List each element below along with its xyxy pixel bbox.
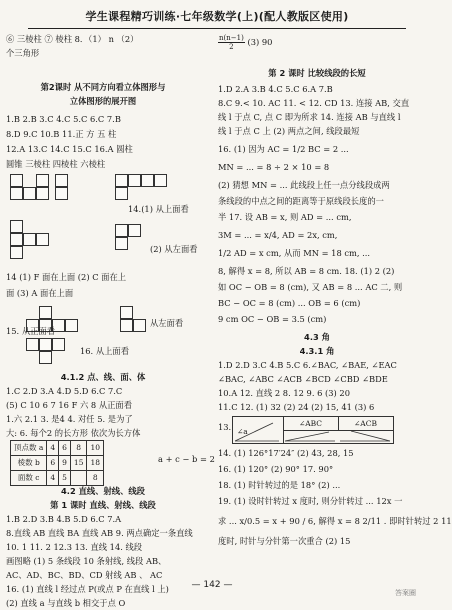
left-line: 10. 1 11. 2 12.3 13. 直线 14. 线段 xyxy=(6,542,143,552)
right-line: 线 l 于点 C 上 (2) 两点之间, 线段最短 xyxy=(218,126,360,136)
left-line: 1.C 2.D 3.A 4.D 5.D 6.C 7.C xyxy=(6,386,123,396)
left-line: 大: 6. 每个2 的长方形 依次为长方体 xyxy=(6,428,141,438)
right-line: 如 OC − OB = 8 (cm), 又 AB = 8 ... AC 二, 则 xyxy=(218,282,403,292)
right-line: 19. (1) 设时针转过 x 度时, 则分针转过 ... 12x 一 xyxy=(218,496,403,506)
left-line: 8.D 9.C 10.B 11.正 方 五 柱 xyxy=(6,129,117,139)
left-line: 15. 从正面看 xyxy=(6,326,56,336)
left-line: 12.A 13.C 14.C 15.C 16.A 圆柱 xyxy=(6,144,133,154)
table-row: 面数 c 4 5 8 xyxy=(11,471,104,486)
left-line: 14 (1) F 面在上面 (2) C 面在上 xyxy=(6,272,127,282)
right-line: 线 l 于点 C, 点 C 即为所求 14. 连接 AB 与直线 l xyxy=(218,112,401,122)
right-line: 求 ... x/0.5 = x + 90 / 6, 解得 x = 8 2/11 . 即时针转过 2 11 xyxy=(218,516,452,526)
left-line: ⑥ 三棱柱 ⑦ 棱柱 8．（1） n （2） xyxy=(6,34,139,44)
right-line: 条线段的中点之间的距离等于原线段长度的一 xyxy=(218,196,384,206)
table-row: 棱数 b 6 9 15 18 xyxy=(11,456,104,471)
angle-diagram xyxy=(233,417,393,443)
right-line: 11.C 12. (1) 32 (2) 24 (2) 15, 41 (3) 6 xyxy=(218,402,375,412)
right-line: 16. (1) 因为 AC = 1/2 BC = 2 ... xyxy=(218,144,349,154)
right-line: $\frac{n(n-1)}{2}$ (3) 90 xyxy=(219,34,273,51)
view-label: 从左面看 xyxy=(150,318,184,328)
left-line: 圆锥 三棱柱 四棱柱 六棱柱 xyxy=(6,159,106,169)
left-line: AC、AD、BC、BD、CD 射线 AB 、 AC xyxy=(6,570,163,580)
section-heading: 第2课时 从不同方向看立体图形与 xyxy=(40,82,166,92)
right-line: 度时, 时针与分针第一次重合 (2) 15 xyxy=(218,536,351,546)
right-line: 16. (1) 120° (2) 90° 17. 90° xyxy=(218,464,334,474)
right-line: 1.D 2.A 3.B 4.C 5.C 6.A 7.B xyxy=(218,84,333,94)
right-line: 14. (1) 126°17′24″ (2) 43, 28, 15 xyxy=(218,448,354,458)
right-line: ∠BAC, ∠ABC ∠ACB ∠BCD ∠CBD ∠BDE xyxy=(218,374,388,384)
right-line: 半 17. 设 AB = x, 则 AD = ... cm, xyxy=(218,212,352,222)
right-line: MN = ... = 8 ÷ 2 × 10 = 8 xyxy=(218,162,330,172)
watermark-logo: 答案圈 xyxy=(395,589,416,597)
section-heading: 4.3.1 角 xyxy=(299,346,335,356)
view-label: 16. 从上面看 xyxy=(80,346,130,356)
left-line: 面 (3) A 面在上面 xyxy=(6,288,74,298)
right-line: 13. xyxy=(218,422,232,432)
euler-note: a + c − b = 2 xyxy=(158,454,215,464)
angle-box xyxy=(232,416,394,444)
page-number: — 142 — xyxy=(191,580,233,590)
right-line: 8, 解得 x = 8, 所以 AB = 8 cm. 18. (1) 2 (2) xyxy=(218,266,395,276)
right-line: 18. (1) 时针转过的是 18° (2) ... xyxy=(218,480,341,490)
right-line: 9 cm OC − OB = 3.5 (cm) xyxy=(218,314,327,324)
fraction: $\frac{n(n-1)}{2}$ xyxy=(219,34,244,51)
top-view-grid xyxy=(26,338,86,364)
left-line: 16. (1) 直线 l 经过点 P(或点 P 在直线 l 上) xyxy=(6,584,169,594)
section-heading: 4.1.2 点、线、面、体 xyxy=(60,372,146,382)
right-line: (2) 猜想 MN = ... 此线段上任一点分线段成两 xyxy=(218,180,390,190)
page-header: 学生课程精巧训练·七年级数学(上)(配人教版区使用) xyxy=(28,6,406,29)
left-line: 个三角形 xyxy=(6,48,40,58)
polyhedron-table xyxy=(10,440,104,486)
view-label: (2) 从左面看 xyxy=(150,244,198,254)
right-line: 3M = ... = x/4, AD = 2x, cm, xyxy=(218,230,338,240)
angle-cell: ∠a xyxy=(237,427,248,436)
angle-cell: ∠ACB xyxy=(338,417,393,431)
view-label: 14.(1) 从上面看 xyxy=(128,204,189,214)
section-heading: 第 2 课时 比较线段的长短 xyxy=(268,68,366,78)
cube-net-2 xyxy=(10,220,90,260)
right-line: 8.C 9.< 10. AC 11. < 12. CD 13. 连接 AB, 交直 xyxy=(218,98,410,108)
left-line: 8.直线 AB 直线 BA 直线 AB 9. 两点确定一条直线 xyxy=(6,528,193,538)
left-line: 1.六 2.1 3. 是4 4. 对任 5. 是为了 xyxy=(6,414,133,424)
right-line: 1/2 AD = x cm, 从而 MN = 18 cm, ... xyxy=(218,248,371,258)
left-line: 1.B 2.D 3.B 4.B 5.D 6.C 7.A xyxy=(6,514,122,524)
left-line: 画图略 (1) 5 条线段 10 条射线, 线段 AB、 xyxy=(6,556,167,566)
cube-net-front xyxy=(10,174,90,214)
section-heading: 4.2 直线、射线、线段 xyxy=(61,486,145,496)
angle-cell: ∠ABC xyxy=(283,417,339,431)
left-line: (2) 直线 a 与直线 b 相交于点 O xyxy=(6,598,126,608)
section-heading: 第 1 课时 直线、射线、线段 xyxy=(50,500,156,510)
right-line: 10.A 12. 直线 2 8. 12 9. 6 (3) 20 xyxy=(218,388,350,398)
left-line: (5) C 10 6 7 16 F 六 8 从正面看 xyxy=(6,400,133,410)
section-heading: 4.3 角 xyxy=(304,332,330,342)
section-heading: 立体图形的展开图 xyxy=(69,96,137,106)
left-line: 1.B 2.B 3.C 4.C 5.C 6.C 7.B xyxy=(6,114,121,124)
table-row: 顶点数 a 4 6 8 10 xyxy=(11,441,104,456)
right-line: BC − OC = 8 (cm) ... OB = 6 (cm) xyxy=(218,298,361,308)
right-line: 1.D 2.D 3.C 4.B 5.C 6.∠BAC, ∠BAE, ∠EAC xyxy=(218,360,397,370)
